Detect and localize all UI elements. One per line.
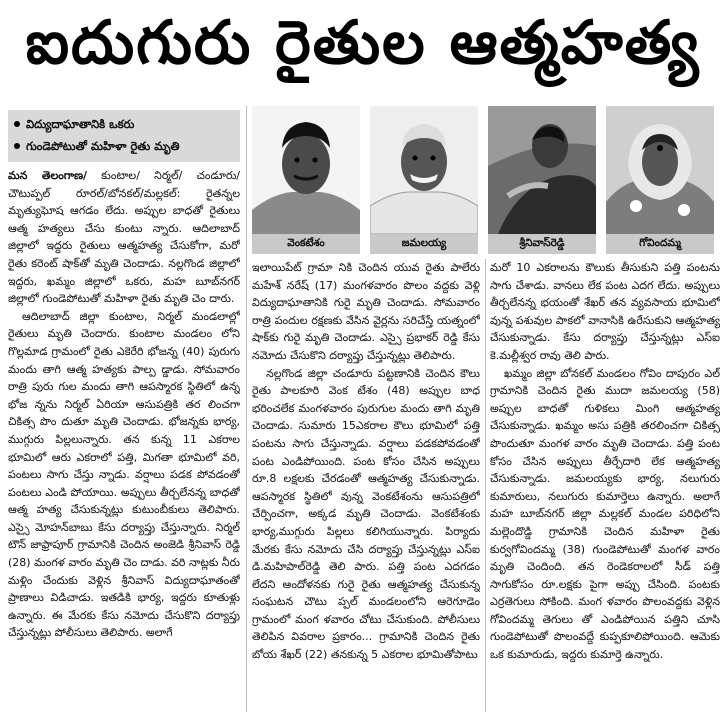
article-paragraph: నల్లగొండ జిల్లా చండూరు పట్టణానికి చెందిన కౌలు రైతు పాలకూరి వెంక టేశం (48) అప్పుల బాధ భరించలేక మంగళవారం పురుగుల మందు తాగి మృతి చెందాడు. సుమారు 15ఎకరాల కౌలు భూమిలో పత్తి పంటను సాగు చేస్తున్నాడు. వర్షాలు పడకపోవడంతో పంట ఎండిపోయింది. పంట కోసం చేసిన అప్పులు రూ.8 లక్షలకు చేరడంతో ఆత్మహత్య చేసుకున్నాడు. ఆపస్మారక స్థితిలో వున్న వెంకటేశంను ఆసుపత్రిలో చేర్పించగా, అక్కడ మృతి చెందాడు. వెంకటేశంకు భార్య,ముగ్గురు పిల్లలు కలిగియున్నారు. పిర్యాదు మేరకు కేసు నమోదు చేసి దర్యాప్తు చేస్తున్నట్లు ఎస్‌ఐ డి.మహిపాల్‌రెడ్డి తెలి పారు. పత్తి పంట ఎదగడం లేదని ఆందోళనకు గురై రైతు ఆత్మహత్య చేసుకున్న సంఘటన చౌటు ప్పల్ మండలంలోని ఆరెగూడెం గ్రామంలో మంగ ళవారం చోటు చేసుకుంది. పోలీసులు తెలిపిన వివరాల ప్రకారం... గ్రామానికి చెందిన రైతు బోయ శేఖర్ (22) తనకున్న 5 ఎకరాల భూమితోపాటు	[252, 366, 480, 662]
photo-jamalayya	[370, 106, 478, 254]
highlight-text: గుండెపోటుతో మహిళా రైతు మృతి	[26, 139, 180, 153]
bullet-icon	[14, 143, 20, 149]
photo-caption: గోవిందమ్మ	[606, 234, 714, 254]
bullet-icon	[14, 121, 20, 127]
portrait-image	[252, 106, 360, 234]
article-column-2	[252, 259, 480, 712]
lead-text: కుంటాల/ నిర్మల్/ చండూరు/ చౌటుప్పల్ రూరల్/బోనకల్/మల్లకల్: రైతన్నల మృత్యుఘోష ఆగడం లేదు. అప్పుల బాధతో రైతులు ఆత్మ హత్యలు చేసు కుంటు న్నారు. ఆదిలాబాద్ జిల్లాలో ఇద్దరు రైతులు ఆత్మహత్య చేసుకోగా, మరో రైతు కరెంట్ షాక్‌తో మృతి చెందాడు. నల్లగొండ జిల్లాలో ఇద్దరు, ఖమ్మం జిల్లాలో ఒకరు, మహ బూబ్‌నగర్ జిల్లాలో గుండెపోటుతో మహిళా రైతు మృతి చెం దారు.	[8, 169, 240, 306]
portrait-image	[606, 106, 714, 234]
photo-caption: వెంకటేశం	[252, 234, 360, 254]
photo-caption: శ్రీనివాస్‌రెడ్డి	[488, 234, 596, 254]
photo-govindamma	[606, 106, 714, 254]
photo-strip	[252, 106, 722, 254]
highlights-box	[8, 110, 240, 162]
highlight-text: విద్యుదాఘాతానికి ఒకరు	[26, 117, 135, 131]
byline: మన తెలంగాణ/	[8, 169, 88, 182]
highlight-item	[14, 135, 234, 157]
article-paragraph: మరో 10 ఎకరాలను కౌలుకు తీసుకుని పత్తి పంటను సాగు చేశాడు. వానలు లేక పంట ఎదగ లేదు. అప్పులు తీర్చలేనన్న భయంతో శేఖర్ తన వ్యవసాయ భూమిలో వున్న పశువుల పాకలో వానాసికి ఉరేసుకుని ఆత్మహత్య చేసుకున్నాడు. కేసు దర్యాప్తు చేస్తున్నట్లు ఎస్‌ఐ కె.మల్లీశ్వర రావు తెలి పారు.	[490, 261, 720, 362]
article-column-1	[8, 167, 240, 712]
column-divider	[246, 106, 247, 712]
headline: ఐదుగురు రైతుల ఆత్మహత్య	[25, 8, 701, 78]
photo-venkatesham	[252, 106, 360, 254]
photo-srinivas-reddy	[488, 106, 596, 254]
highlight-item	[14, 113, 234, 135]
portrait-image	[370, 106, 478, 234]
article-column-3	[490, 259, 720, 712]
column-divider	[485, 259, 486, 712]
article-paragraph: ఆదిలాబాద్ జిల్లా కుంటాల, నిర్మల్ మండలాల్లో రైతులు మృతి చెందారు. కుంటాల మండలం లోని గొల్లమాడ గ్రామంలో రైతు ఎకెరేరి భోజన్న (40) పురుగు మందు తాగి ఆత్మ హత్యకు పాల్ప డ్డాడు. సోమవారం రాత్రి పురు గుల మందు తాగి ఆపస్మారక స్థితిలో ఉన్న భోజ న్నను నిర్మల్ ఏరియా ఆసుపత్రికి తర లించగా చికిత్స పొం దుతూ మృతి చెందాడు. భోజన్నకు భార్య, ముగ్గురు పిల్లలున్నారు. తన కున్న 11 ఎకరాల భూమిలో ఆరు ఎకరాలో పత్తి, మిగతా భూమిలో వరి, పంటలు సాగు చేస్తు న్నాడు. వర్షాలు పడక పోవడంతో పంటలు ఎండి పోయాయి. అప్పులు తీర్చలేనన్న బాధతో ఆత్మ హత్య చేసుకున్నట్లు కుటుంబీకులు తెలిపారు. ఎస్సై మోహన్‌బాబు కేసు దర్యాప్తు చేస్తున్నారు. నిర్మల్ టౌన్ జాఫ్రాపూర్ గ్రామానికి చెందిన అంజెడి శ్రీనివాస్ రెడ్డి (28) మంగళ వారం మృతి చెం దాడు. వరి నాట్లకు నీరు మళ్లిం చేందుకు వెళ్లిన శ్రీనివాస్ విద్యుదాఘాతంతో ప్రాణాలు విడిచాడు. ఇతడికి భార్య, ఇద్దరు కూతుళ్లు ఉన్నారు. ఈ మేరకు కేసు నమోదు చేసుకొని దర్యాప్తు చేస్తున్నట్లు పోలీసులు తెలిపారు. అలాగే	[8, 309, 240, 640]
article-paragraph: ఖమ్మం జిల్లా బోనకల్ మండలం గోవిం దాపురం ఎల్ గ్రామానికి చెందిన రైతు ముదా జమలయ్య (58) అప్పుల బాధతో గుళికలు మింగి ఆత్మహత్య చేసుకున్నాడు. ఖమ్మం అసు పత్రికి తరలించగా చికిత్స పొందుతూ మంగళ వారం మృతి చెందాడు. పత్తి పంట కోసం చేసిన అప్పులు తీర్చేదారి లేక ఆత్మహత్య చేసుకున్నాడు. జమలయ్యకు భార్య, నలుగురు కుమారులు, నలుగురు కుమార్తెలు ఉన్నారు. అలాగే మహ బూబ్‌నగర్ జిల్లా మల్లకల్ మండల పరిధిలోని మల్లెందొడ్డి గ్రామానికి చెందిన మహిళా రైతు కుర్వగోవిందమ్మ (38) గుండెపోటుతో మంగళ వారం మృతి చెందింది. తన రెండెకరాలలో సీడ్ పత్తి సాగుకోసం రూ.లక్షకు పైగా అప్పు చేసింది. పంటకు ఎర్రతెగులు సోకింది. మంగ ళవారం పొలంవద్దకు వెళ్లిన గోవిందమ్మ తెగులు తో ఎండిపోయిన పత్తిని చూసి గుండెపోటుతో పొలంవద్దే కుప్పకూలిపోయింది. ఆమెకు ఒక కుమారుడు, ఇద్దరు కుమార్తె ఉన్నారు.	[490, 366, 720, 662]
article-paragraph	[8, 167, 240, 308]
portrait-image	[488, 106, 596, 234]
article-paragraph: ఇలాయిపేట్ గ్రామా నికి చెందిన యువ రైతు పాలేరు మహేశ్ నరేష్ (17) మంగళవారం పొలం వద్దకు వెళ్లి విద్యుదాఘాతానికి గురై మృతి చెందాడు. సోమవారం రాత్రి పందుల రక్షణకు వేసిన వైర్లను సరిచేస్తే యత్నంలో షాక్‌కు గురై మృతి చెందాడు. ఎస్సై ప్రభాకర్ రెడ్డి కేసు నమోదు చేసుకొని దర్యాప్తు చేస్తున్నట్లు తెలిపారు.	[252, 261, 480, 362]
photo-caption: జమలయ్య	[370, 234, 478, 254]
